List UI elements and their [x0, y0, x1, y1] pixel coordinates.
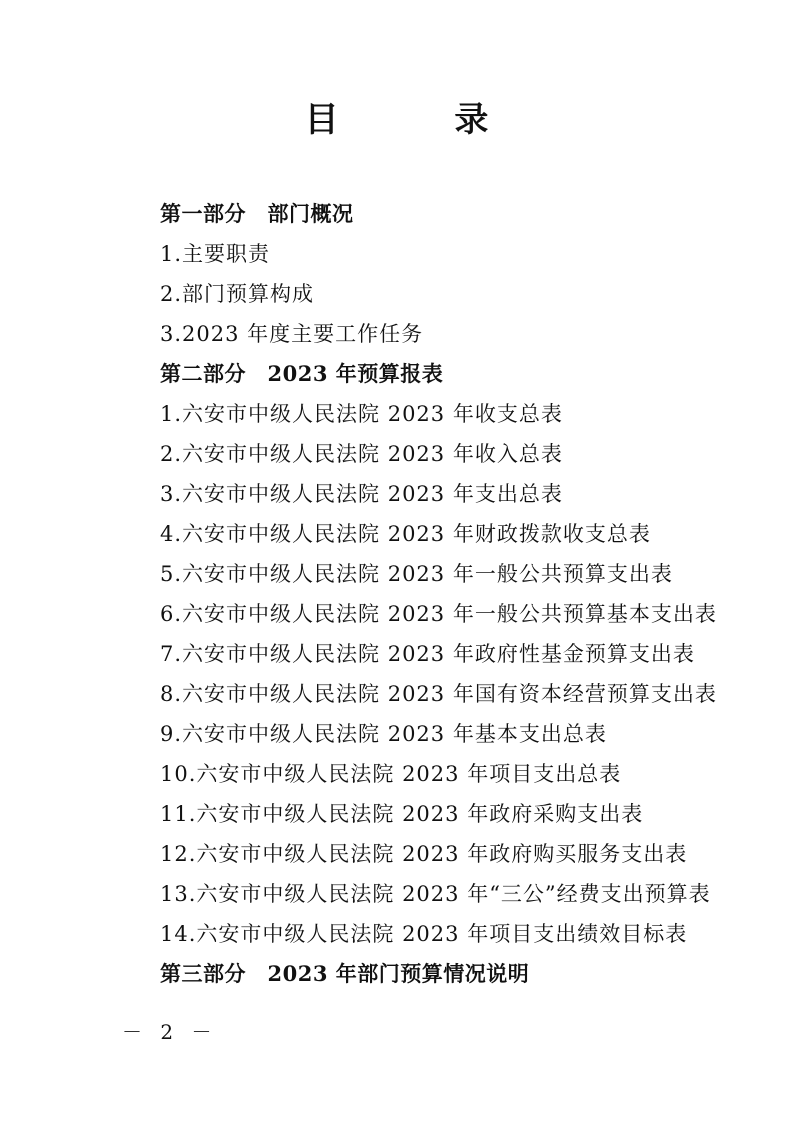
toc-entry: 3.六安市中级人民法院 2023 年支出总表 — [160, 482, 563, 506]
toc-entry: 7.六安市中级人民法院 2023 年政府性基金预算支出表 — [160, 642, 695, 666]
toc-entry: 14.六安市中级人民法院 2023 年项目支出绩效目标表 — [160, 922, 688, 946]
table-of-contents — [160, 194, 717, 994]
toc-entry: 8.六安市中级人民法院 2023 年国有资本经营预算支出表 — [160, 682, 717, 706]
toc-part-heading: 第三部分 2023 年部门预算情况说明 — [160, 961, 530, 986]
toc-entry: 5.六安市中级人民法院 2023 年一般公共预算支出表 — [160, 562, 673, 586]
toc-entry: 12.六安市中级人民法院 2023 年政府购买服务支出表 — [160, 842, 688, 866]
toc-entry: 2.六安市中级人民法院 2023 年收入总表 — [160, 442, 563, 466]
toc-entry: 4.六安市中级人民法院 2023 年财政拨款收支总表 — [160, 522, 651, 546]
page-title: 目 录 — [304, 100, 541, 140]
toc-part-heading: 第一部分 部门概况 — [160, 201, 354, 226]
toc-part-heading: 第二部分 2023 年预算报表 — [160, 361, 444, 386]
toc-entry: 1.六安市中级人民法院 2023 年收支总表 — [160, 402, 563, 426]
page-number: － 2 － — [122, 1020, 218, 1044]
toc-entry: 3.2023 年度主要工作任务 — [160, 322, 424, 346]
toc-entry: 10.六安市中级人民法院 2023 年项目支出总表 — [160, 762, 622, 786]
toc-entry: 13.六安市中级人民法院 2023 年“三公”经费支出预算表 — [160, 882, 711, 906]
toc-entry: 2.部门预算构成 — [160, 282, 315, 306]
toc-entry: 9.六安市中级人民法院 2023 年基本支出总表 — [160, 722, 607, 746]
toc-entry: 6.六安市中级人民法院 2023 年一般公共预算基本支出表 — [160, 602, 717, 626]
toc-entry: 11.六安市中级人民法院 2023 年政府采购支出表 — [160, 802, 644, 826]
toc-entry: 1.主要职责 — [160, 242, 271, 266]
